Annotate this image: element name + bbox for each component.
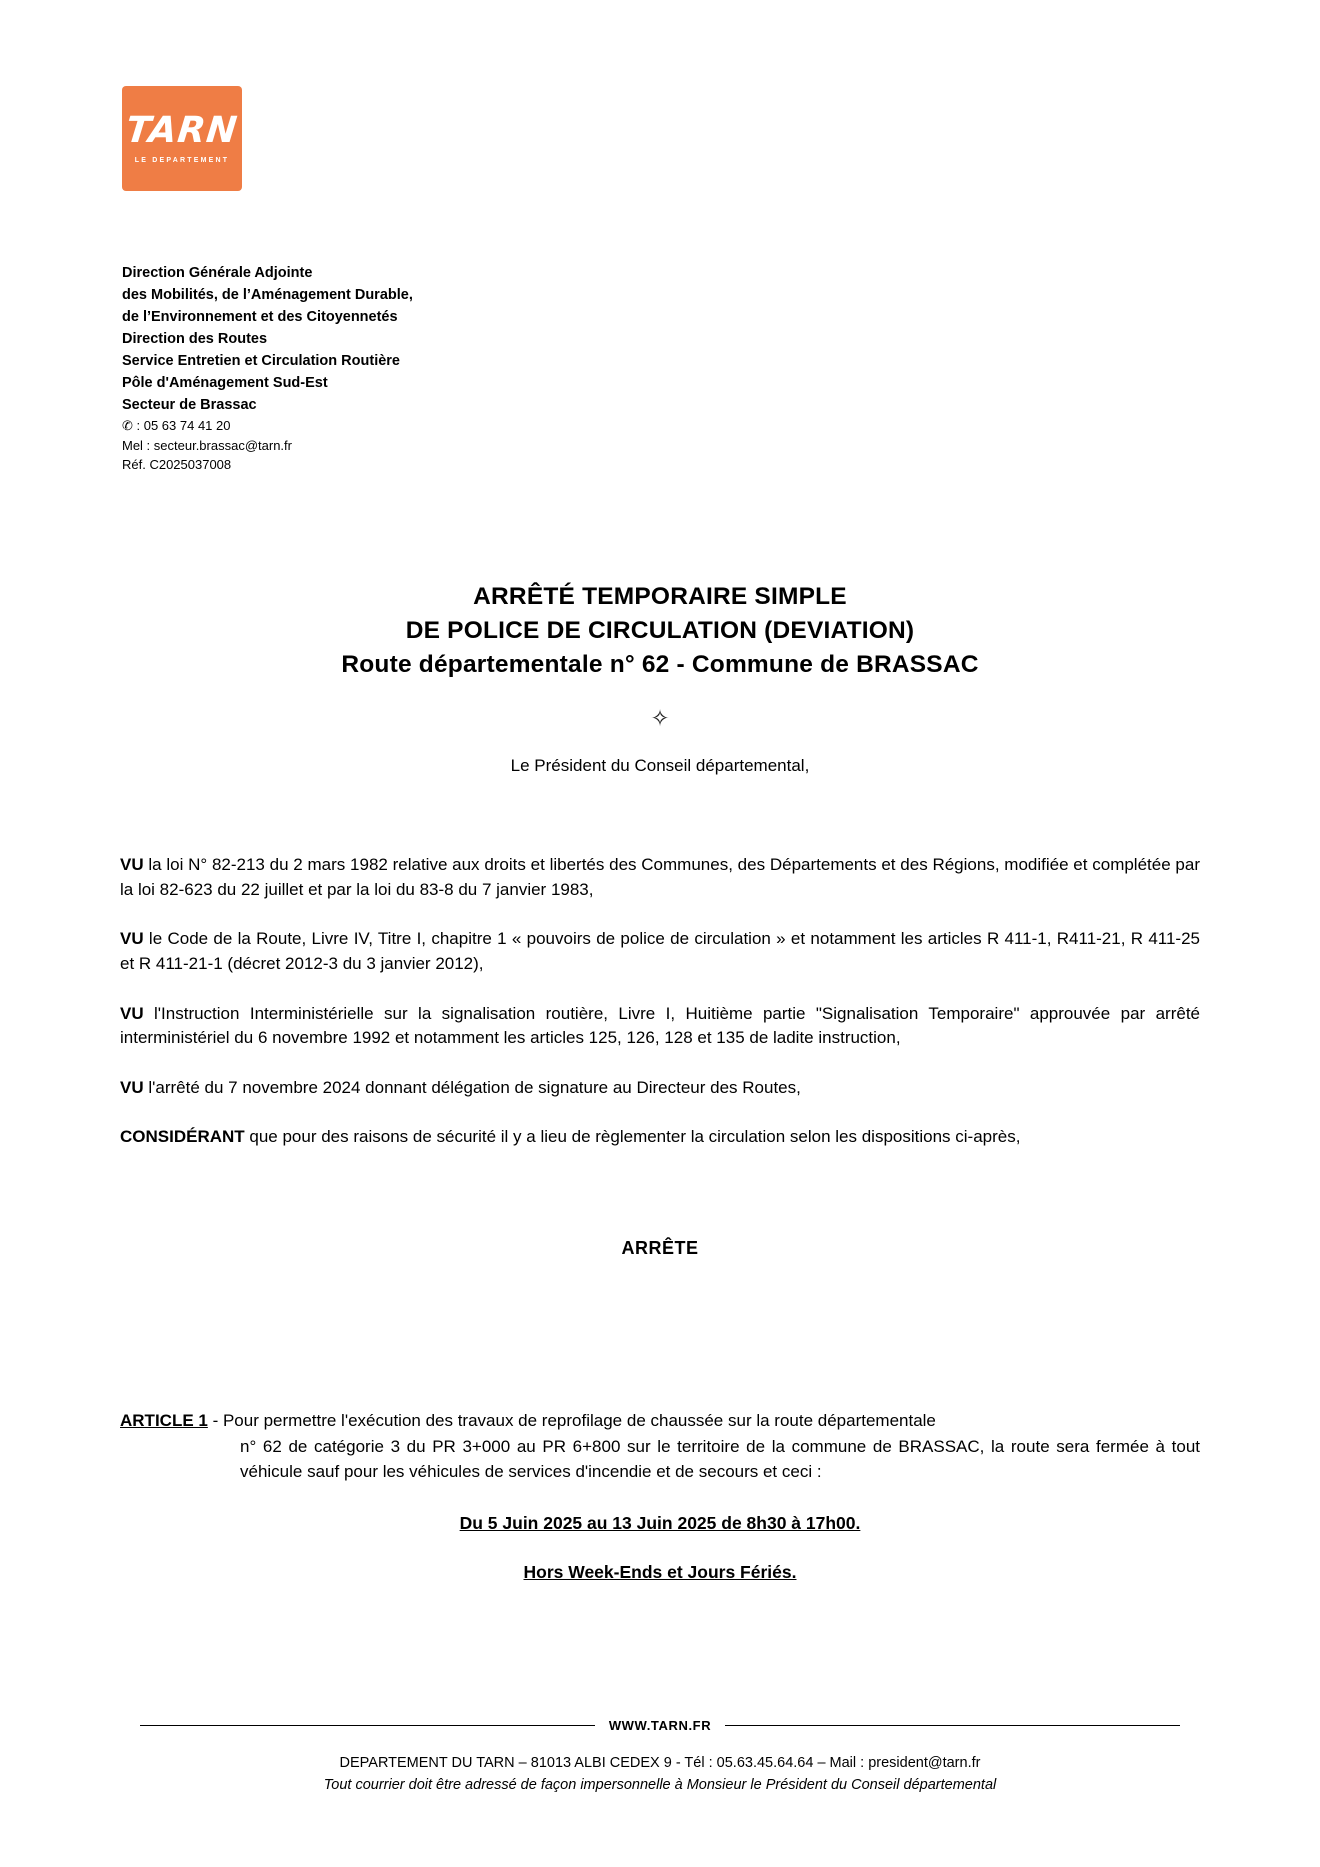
sender-line-2: des Mobilités, de l’Aménagement Durable, xyxy=(122,287,413,304)
sender-line-5: Service Entretien et Circulation Routière xyxy=(122,353,400,370)
sender-email: Mel : secteur.brassac@tarn.fr xyxy=(122,437,292,453)
clause-vu-3-text: l'Instruction Interministérielle sur la signalisation routière, Livre I, Huitième partie "Signalisation Temporaire" approuvée par arrêté interministériel du 6 novembre 1992 et notamment les articles 125, 126, 128 et 135 de ladite instruction, xyxy=(120,1003,1200,1048)
tarn-logo xyxy=(122,86,242,191)
document-subtitle: Le Président du Conseil départemental, xyxy=(510,756,810,776)
logo-tagline: LE DEPARTEMENT xyxy=(134,157,230,164)
page-footer xyxy=(0,1718,1320,1793)
diamond-ornament-icon: ✧ xyxy=(650,705,670,732)
logo-wordmark: TARN xyxy=(124,110,240,151)
page-title-line-1: ARRÊTÉ TEMPORAIRE SIMPLE xyxy=(473,583,847,610)
sender-phone: ✆ : 05 63 74 41 20 xyxy=(122,418,231,434)
article-1-exclusion: Hors Week-Ends et Jours Fériés. xyxy=(523,1561,797,1582)
clause-vu-4 xyxy=(120,1076,1200,1101)
footer-rule-right xyxy=(725,1725,1180,1726)
sender-reference: Réf. C2025037008 xyxy=(122,457,232,473)
clause-considerant xyxy=(120,1125,1200,1150)
clause-vu-4-text: l'arrêté du 7 novembre 2024 donnant délégation de signature au Directeur des Routes, xyxy=(143,1077,801,1097)
article-1-first-line: - Pour permettre l'exécution des travaux de reprofilage de chaussée sur la route départementale xyxy=(207,1411,936,1430)
sender-line-4: Direction des Routes xyxy=(122,331,268,348)
clause-vu-3 xyxy=(120,1002,1200,1051)
page-title-line-2: DE POLICE DE CIRCULATION (DEVIATION) xyxy=(405,616,915,644)
clause-vu-3-label: VU xyxy=(120,1003,144,1023)
sender-line-7: Secteur de Brassac xyxy=(122,397,257,414)
considerations-block xyxy=(120,836,1200,1259)
clause-vu-1-text: la loi N° 82-213 du 2 mars 1982 relative aux droits et libertés des Communes, des Départements et des Régions, modifiée et complétée par la loi 82-623 du 22 juillet et par la loi du 83-8 du 7 janvier 1983, xyxy=(120,855,1200,899)
footer-address: DEPARTEMENT DU TARN – 81013 ALBI CEDEX 9 - Tél : 05.63.45.64.64 – Mail : president@tarn.fr xyxy=(339,1755,981,1771)
article-1-block xyxy=(120,1408,1200,1583)
sender-line-3: de l’Environnement et des Citoyennetés xyxy=(122,309,398,326)
page-title-line-3: Route départementale n° 62 - Commune de BRASSAC xyxy=(341,650,979,678)
article-1-label: ARTICLE 1 xyxy=(120,1411,208,1430)
arrete-heading: ARRÊTE xyxy=(621,1238,699,1259)
clause-vu-2-text: le Code de la Route, Livre IV, Titre I, chapitre 1 « pouvoirs de police de circulation » et notamment les articles R 411-1, R411-21, R 411-25 et R 411-21-1 (décret 2012-3 du 3 janvier 2012), xyxy=(120,929,1200,973)
clause-vu-4-label: VU xyxy=(120,1077,144,1097)
document-title-block xyxy=(120,580,1200,776)
sender-block xyxy=(122,262,642,475)
clause-vu-2-label: VU xyxy=(120,929,144,949)
footer-rule-row xyxy=(140,1718,1180,1733)
footer-notice: Tout courrier doit être adressé de façon impersonnelle à Monsieur le Président du Conseil départemental xyxy=(323,1777,997,1793)
clause-vu-1 xyxy=(120,853,1200,902)
article-1-rest: n° 62 de catégorie 3 du PR 3+000 au PR 6+800 sur le territoire de la commune de BRASSAC, la route sera fermée à tout véhicule sauf pour les véhicules de services d'incendie et de secours et ceci : xyxy=(240,1436,1200,1481)
footer-website: WWW.TARN.FR xyxy=(608,1718,712,1733)
footer-rule-left xyxy=(140,1725,595,1726)
clause-considerant-text: que pour des raisons de sécurité il y a lieu de règlementer la circulation selon les dispositions ci-après, xyxy=(244,1127,1021,1147)
article-1-dates: Du 5 Juin 2025 au 13 Juin 2025 de 8h30 à 17h00. xyxy=(459,1512,861,1533)
clause-considerant-label: CONSIDÉRANT xyxy=(120,1127,245,1147)
sender-line-6: Pôle d'Aménagement Sud-Est xyxy=(122,375,328,392)
sender-line-1: Direction Générale Adjointe xyxy=(122,265,313,281)
article-1-text xyxy=(120,1408,1200,1485)
clause-vu-2 xyxy=(120,927,1200,976)
clause-vu-1-label: VU xyxy=(120,855,144,874)
